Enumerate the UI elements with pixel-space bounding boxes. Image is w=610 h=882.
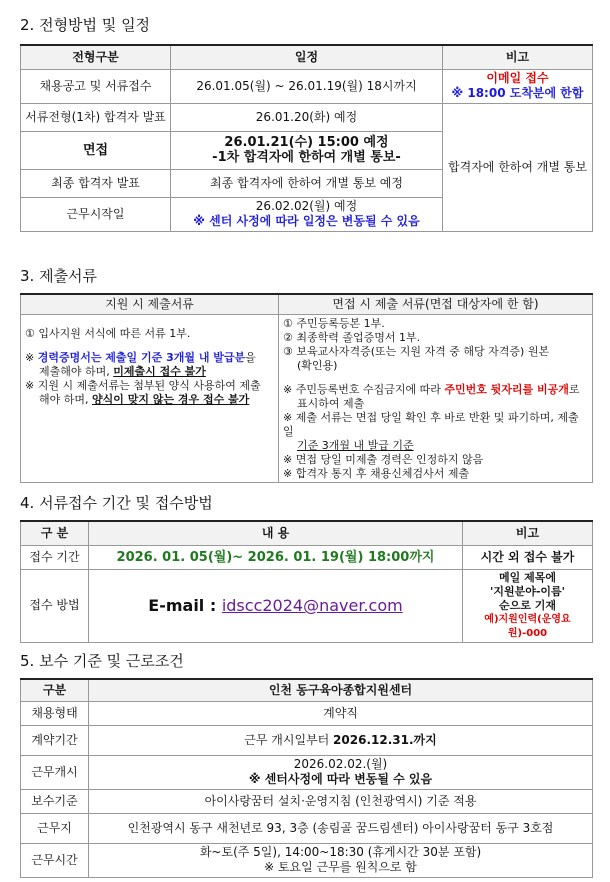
row-date: 26.01.20(화) 예정	[171, 103, 443, 131]
row-label: 보수기준	[21, 789, 89, 813]
header-category: 구분	[21, 679, 89, 701]
row-label: 계약기간	[21, 725, 89, 755]
table-row	[21, 69, 593, 103]
row-value: 인천광역시 동구 새천년로 93, 3층 (송림골 꿈드림센터) 아이사랑꿈터 동구 3호점	[89, 813, 593, 843]
table-row	[21, 789, 593, 813]
table-row	[21, 569, 593, 642]
row-label: 근무시간	[21, 843, 89, 877]
submission-table	[20, 520, 593, 643]
row-note: 메일 제목에 '지원분야-이름' 순으로 기재 예)지원인력(운영요원)-000	[463, 569, 593, 642]
header-note: 비고	[443, 45, 593, 69]
header-category: 전형구분	[21, 45, 171, 69]
schedule-table	[20, 44, 593, 232]
conditions-table	[20, 678, 593, 878]
row-label: 근무개시	[21, 755, 89, 789]
submission-period: 2026. 01. 05(월)~ 2026. 01. 19(월) 18:00까지	[89, 545, 463, 569]
documents-table	[20, 293, 593, 483]
section-4-title: 4. 서류접수 기간 및 접수방법	[20, 494, 213, 512]
row-label: 접수 기간	[21, 545, 89, 569]
section-5-title: 5. 보수 기준 및 근로조건	[20, 652, 184, 670]
row-note: 이메일 접수 ※ 18:00 도착분에 한함	[443, 69, 593, 103]
header-apply-docs: 지원 시 제출서류	[21, 294, 279, 314]
table-row	[21, 755, 593, 789]
header-content: 내 용	[89, 521, 463, 545]
row-value: 화~토(주 5일), 14:00~18:30 (휴게시간 30분 포함) ※ 토요일 근무를 원칙으로 함	[89, 843, 593, 877]
section-2-title: 2. 전형방법 및 일정	[20, 16, 151, 34]
row-label: 채용형태	[21, 701, 89, 725]
row-label: 채용공고 및 서류접수	[21, 69, 171, 103]
row-label: 서류전형(1차) 합격자 발표	[21, 103, 171, 131]
row-value: 근무 개시일부터 2026.12.31.까지	[89, 725, 593, 755]
table-row	[21, 545, 593, 569]
row-value: 아이사랑꿈터 설치·운영지침 (인천광역시) 기준 적용	[89, 789, 593, 813]
row-label: 근무지	[21, 813, 89, 843]
submission-method: E-mail : idscc2024@naver.com	[89, 569, 463, 642]
apply-docs-list: ① 입사지원 서식에 따른 서류 1부. ※ 경력증명서는 제출일 기준 3개월 내 발급분을 제출해야 하며, 미제출시 접수 불가 ※ 지원 시 제출서류는 첨부된 양식 사용하여 제출 해야 하며, 양식이 맞지 않는 경우 접수 불가	[21, 314, 279, 482]
row-date: 26.02.02(월) 예정 ※ 센터 사정에 따라 일정은 변동될 수 있음	[171, 197, 443, 231]
row-date: 26.01.21(수) 15:00 예정 -1차 합격자에 한하여 개별 통보-	[171, 131, 443, 169]
row-note: 시간 외 접수 불가	[463, 545, 593, 569]
row-label: 접수 방법	[21, 569, 89, 642]
header-center: 인천 동구육아종합지원센터	[89, 679, 593, 701]
row-date: 최종 합격자에 한하여 개별 통보 예정	[171, 169, 443, 197]
interview-docs-list: ① 주민등록등본 1부. ② 최종학력 졸업증명서 1부. ③ 보육교사자격증(또는 지원 자격 중 해당 자격증) 원본 (확인용) ※ 주민등록번호 수집금지에 따라 주민번호 뒷자리를 비공개로 표시하여 제출 ※ 제출 서류는 면접 당일 확인 후 바로 반환 및 파기하며, 제출일 기준 3개월 내 발급 기준 ※ 면접 당일 미제출 경력은 인정하지 않음 ※ 합격자 통지 후 채용신체검사서 제출	[279, 314, 593, 482]
header-schedule: 일정	[171, 45, 443, 69]
table-row	[21, 725, 593, 755]
email-link[interactable]: idscc2024@naver.com	[221, 596, 403, 615]
row-label: 근무시작일	[21, 197, 171, 231]
section-3-title: 3. 제출서류	[20, 267, 98, 285]
header-category: 구 분	[21, 521, 89, 545]
table-row	[21, 843, 593, 877]
row-value: 2026.02.02.(월) ※ 센터사정에 따라 변동될 수 있음	[89, 755, 593, 789]
shared-note: 합격자에 한하여 개별 통보	[443, 103, 593, 231]
row-date: 26.01.05(월) ~ 26.01.19(월) 18시까지	[171, 69, 443, 103]
table-row	[21, 103, 593, 131]
header-note: 비고	[463, 521, 593, 545]
row-label: 최종 합격자 발표	[21, 169, 171, 197]
row-value: 계약직	[89, 701, 593, 725]
table-row	[21, 813, 593, 843]
header-interview-docs: 면접 시 제출 서류(면접 대상자에 한 함)	[279, 294, 593, 314]
table-row	[21, 701, 593, 725]
row-label: 면접	[21, 131, 171, 169]
